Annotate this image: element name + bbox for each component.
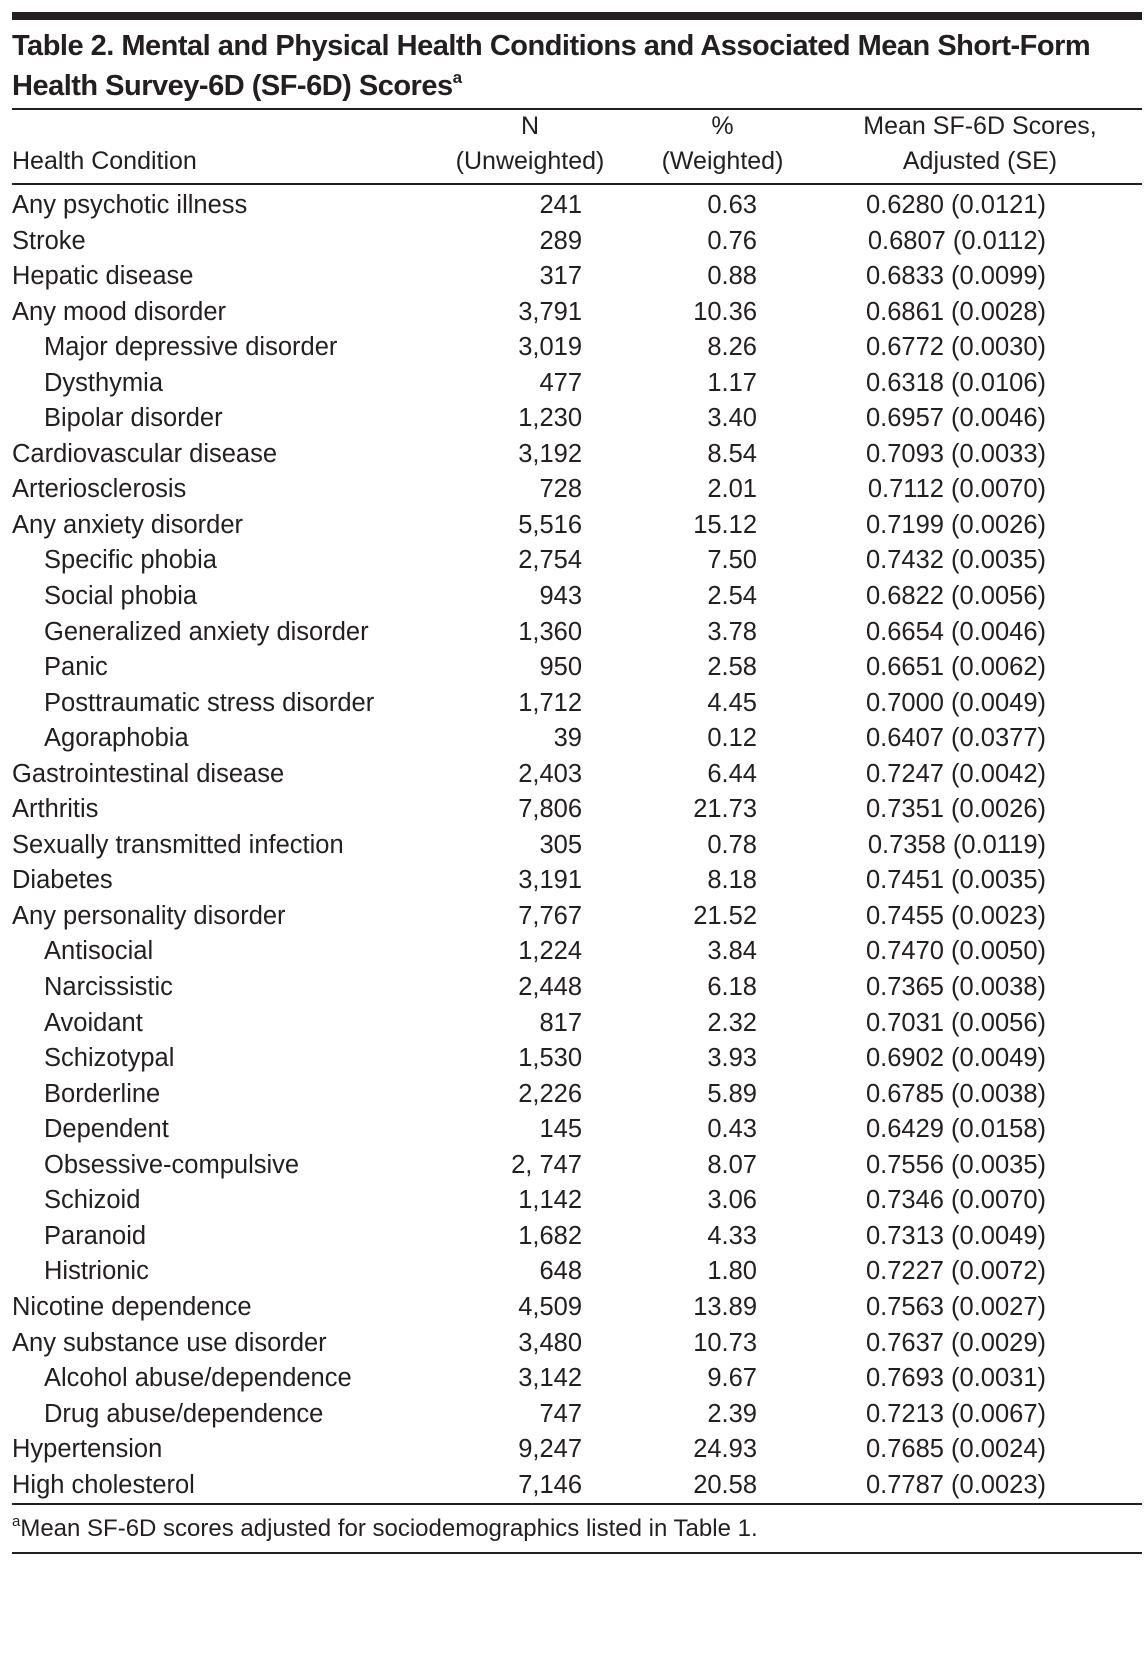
pct-weighted-cell: 20.58 <box>693 1470 757 1499</box>
n-unweighted-cell: 2,403 <box>518 759 582 788</box>
table-row <box>12 366 1142 402</box>
mean-sf6d-cell: 0.6280 (0.0121) <box>865 191 1046 219</box>
pct-weighted-cell: 3.78 <box>707 617 757 646</box>
table-row <box>12 224 1142 260</box>
mean-sf6d-cell: 0.7000 (0.0049) <box>865 688 1046 717</box>
condition-cell: Antisocial <box>44 937 154 966</box>
table-row <box>12 1077 1142 1113</box>
condition-cell: Major depressive disorder <box>44 333 338 362</box>
n-unweighted-cell: 950 <box>539 653 582 682</box>
pct-weighted-cell: 10.36 <box>693 297 757 326</box>
condition-cell: Agoraphobia <box>44 724 189 753</box>
mean-sf6d-cell: 0.7313 (0.0049) <box>865 1221 1046 1250</box>
condition-cell: Nicotine dependence <box>12 1292 252 1321</box>
header-pct-line2: (Weighted) <box>661 147 784 175</box>
footnote-text: Mean SF-6D scores adjusted for sociodemographics listed in Table 1. <box>20 1515 758 1542</box>
n-unweighted-cell: 747 <box>539 1399 582 1428</box>
condition-cell: Borderline <box>44 1079 161 1108</box>
condition-cell: Any psychotic illness <box>12 191 248 219</box>
condition-cell: Paranoid <box>44 1221 147 1250</box>
condition-cell: Any mood disorder <box>12 297 227 326</box>
header-bottom-rule <box>12 183 1142 185</box>
pct-weighted-cell: 3.06 <box>707 1186 757 1215</box>
n-unweighted-cell: 4,509 <box>518 1292 582 1321</box>
pct-weighted-cell: 3.93 <box>707 1044 757 1073</box>
n-unweighted-cell: 728 <box>539 475 582 504</box>
mean-sf6d-cell: 0.7451 (0.0035) <box>865 866 1046 895</box>
pct-weighted-cell: 0.63 <box>707 191 757 219</box>
table-row <box>12 1397 1142 1433</box>
n-unweighted-cell: 7,146 <box>518 1470 582 1499</box>
pct-weighted-cell: 1.80 <box>707 1257 757 1286</box>
pct-weighted-cell: 9.67 <box>707 1364 757 1393</box>
table-row <box>12 188 1142 224</box>
header-n-line2: (Unweighted) <box>455 147 605 175</box>
mean-sf6d-cell: 0.7112 (0.0070) <box>867 475 1046 504</box>
condition-cell: Obsessive-compulsive <box>44 1150 300 1179</box>
condition-cell: Panic <box>44 653 108 682</box>
table-row <box>12 1041 1142 1077</box>
mean-sf6d-cell: 0.7199 (0.0026) <box>865 510 1046 539</box>
condition-cell: Narcissistic <box>44 973 173 1002</box>
table-row <box>12 1148 1142 1184</box>
mean-sf6d-cell: 0.6861 (0.0028) <box>865 297 1046 326</box>
pct-weighted-cell: 2.39 <box>707 1399 757 1428</box>
condition-cell: Any anxiety disorder <box>12 510 244 539</box>
pct-weighted-cell: 3.40 <box>707 404 757 433</box>
table-row <box>12 1468 1142 1504</box>
mean-sf6d-cell: 0.7247 (0.0042) <box>865 759 1046 788</box>
pct-weighted-cell: 2.01 <box>707 475 757 504</box>
mean-sf6d-cell: 0.6651 (0.0062) <box>865 653 1046 682</box>
footnote-marker: a <box>12 1513 21 1530</box>
condition-cell: Social phobia <box>44 582 198 611</box>
n-unweighted-cell: 3,192 <box>518 439 582 468</box>
n-unweighted-cell: 1,224 <box>518 937 582 966</box>
n-unweighted-cell: 1,230 <box>518 404 582 433</box>
table-row <box>12 721 1142 757</box>
table-row <box>12 579 1142 615</box>
table-row <box>12 1006 1142 1042</box>
n-unweighted-cell: 1,682 <box>518 1221 582 1250</box>
mean-sf6d-cell: 0.7227 (0.0072) <box>865 1257 1046 1286</box>
n-unweighted-cell: 3,019 <box>518 333 582 362</box>
pct-weighted-cell: 2.54 <box>707 582 757 611</box>
mean-sf6d-cell: 0.6833 (0.0099) <box>865 262 1046 291</box>
pct-weighted-cell: 8.07 <box>707 1150 757 1179</box>
pct-weighted-cell: 5.89 <box>707 1079 757 1108</box>
table-bottom-rule <box>12 1503 1142 1505</box>
table-body <box>12 188 1142 1503</box>
n-unweighted-cell: 943 <box>539 582 582 611</box>
mean-sf6d-cell: 0.7351 (0.0026) <box>865 795 1046 824</box>
mean-sf6d-cell: 0.7470 (0.0050) <box>865 937 1046 966</box>
table-row <box>12 543 1142 579</box>
pct-weighted-cell: 6.18 <box>707 973 757 1002</box>
mean-sf6d-cell: 0.7685 (0.0024) <box>865 1435 1046 1464</box>
n-unweighted-cell: 7,767 <box>518 901 582 930</box>
mean-sf6d-cell: 0.7637 (0.0029) <box>865 1328 1046 1357</box>
pct-weighted-cell: 1.17 <box>707 368 757 397</box>
condition-cell: Stroke <box>12 226 86 255</box>
table-row <box>12 1361 1142 1397</box>
table-row <box>12 295 1142 331</box>
table-row <box>12 1219 1142 1255</box>
condition-cell: Posttraumatic stress disorder <box>44 688 375 717</box>
n-unweighted-cell: 305 <box>539 830 582 859</box>
mean-sf6d-cell: 0.6957 (0.0046) <box>865 404 1046 433</box>
condition-cell: Hypertension <box>12 1435 163 1464</box>
table-row <box>12 828 1142 864</box>
table-title-text: Table 2. Mental and Physical Health Conditions and Associated Mean Short-Form Health Survey-6D (SF-6D) Scores <box>12 30 1091 102</box>
n-unweighted-cell: 39 <box>553 724 582 753</box>
table-title <box>12 26 1137 106</box>
n-unweighted-cell: 5,516 <box>518 510 582 539</box>
mean-sf6d-cell: 0.7213 (0.0067) <box>865 1399 1046 1428</box>
condition-cell: Hepatic disease <box>12 262 194 291</box>
pct-weighted-cell: 8.26 <box>707 333 757 362</box>
pct-weighted-cell: 4.33 <box>707 1221 757 1250</box>
condition-cell: Drug abuse/dependence <box>44 1399 324 1428</box>
n-unweighted-cell: 2,448 <box>518 973 582 1002</box>
condition-cell: Cardiovascular disease <box>12 439 278 468</box>
pct-weighted-cell: 2.58 <box>707 653 757 682</box>
condition-cell: Dysthymia <box>44 368 164 397</box>
table-row <box>12 899 1142 935</box>
header-pct-line1: % <box>711 112 734 140</box>
mean-sf6d-cell: 0.7031 (0.0056) <box>865 1008 1046 1037</box>
table-row <box>12 401 1142 437</box>
footnote-bottom-rule <box>12 1552 1142 1554</box>
condition-cell: Specific phobia <box>44 546 217 575</box>
mean-sf6d-cell: 0.7432 (0.0035) <box>865 546 1046 575</box>
condition-cell: Avoidant <box>44 1008 143 1037</box>
condition-cell: Any substance use disorder <box>12 1328 327 1357</box>
n-unweighted-cell: 3,142 <box>518 1364 582 1393</box>
condition-cell: Alcohol abuse/dependence <box>44 1364 352 1393</box>
mean-sf6d-cell: 0.6654 (0.0046) <box>865 617 1046 646</box>
mean-sf6d-cell: 0.6822 (0.0056) <box>865 582 1046 611</box>
mean-sf6d-cell: 0.6772 (0.0030) <box>865 333 1046 362</box>
pct-weighted-cell: 15.12 <box>693 510 757 539</box>
pct-weighted-cell: 0.78 <box>707 830 757 859</box>
condition-cell: Any personality disorder <box>12 901 286 930</box>
condition-cell: Sexually transmitted infection <box>12 830 344 859</box>
table-row <box>12 472 1142 508</box>
table-row <box>12 650 1142 686</box>
table-row <box>12 508 1142 544</box>
mean-sf6d-cell: 0.7563 (0.0027) <box>865 1292 1046 1321</box>
table-row <box>12 1326 1142 1362</box>
pct-weighted-cell: 4.45 <box>707 688 757 717</box>
pct-weighted-cell: 2.32 <box>707 1008 757 1037</box>
condition-cell: Dependent <box>44 1115 169 1144</box>
table-row <box>12 686 1142 722</box>
condition-cell: Diabetes <box>12 866 113 895</box>
pct-weighted-cell: 7.50 <box>707 546 757 575</box>
pct-weighted-cell: 13.89 <box>693 1292 757 1321</box>
condition-cell: Arthritis <box>12 795 99 824</box>
condition-cell: Schizotypal <box>44 1044 175 1073</box>
mean-sf6d-cell: 0.6318 (0.0106) <box>865 368 1046 397</box>
pct-weighted-cell: 24.93 <box>693 1435 757 1464</box>
table-row <box>12 1254 1142 1290</box>
n-unweighted-cell: 9,247 <box>518 1435 582 1464</box>
table-row <box>12 757 1142 793</box>
footnote <box>12 1512 758 1546</box>
table-row <box>12 792 1142 828</box>
n-unweighted-cell: 241 <box>539 191 582 219</box>
table-row <box>12 970 1142 1006</box>
n-unweighted-cell: 145 <box>539 1115 582 1144</box>
mean-sf6d-cell: 0.6785 (0.0038) <box>865 1079 1046 1108</box>
mean-sf6d-cell: 0.7358 (0.0119) <box>867 830 1046 859</box>
table-row <box>12 1290 1142 1326</box>
table-row <box>12 615 1142 651</box>
n-unweighted-cell: 648 <box>539 1257 582 1286</box>
header-n-line1: N <box>520 112 540 140</box>
n-unweighted-cell: 1,530 <box>518 1044 582 1073</box>
n-unweighted-cell: 1,712 <box>518 688 582 717</box>
table-row <box>12 259 1142 295</box>
mean-sf6d-cell: 0.6807 (0.0112) <box>867 226 1046 255</box>
header-mean-line2: Adjusted (SE) <box>902 147 1058 175</box>
mean-sf6d-cell: 0.7346 (0.0070) <box>865 1186 1046 1215</box>
table-row <box>12 863 1142 899</box>
n-unweighted-cell: 2,226 <box>518 1079 582 1108</box>
pct-weighted-cell: 10.73 <box>693 1328 757 1357</box>
condition-cell: Generalized anxiety disorder <box>44 617 369 646</box>
condition-cell: Gastrointestinal disease <box>12 759 285 788</box>
pct-weighted-cell: 0.76 <box>707 226 757 255</box>
condition-cell: High cholesterol <box>12 1470 195 1499</box>
mean-sf6d-cell: 0.7787 (0.0023) <box>865 1470 1046 1499</box>
header-mean-line1: Mean SF-6D Scores, <box>863 112 1097 140</box>
mean-sf6d-cell: 0.6429 (0.0158) <box>865 1115 1046 1144</box>
n-unweighted-cell: 1,142 <box>518 1186 582 1215</box>
pct-weighted-cell: 0.43 <box>707 1115 757 1144</box>
mean-sf6d-cell: 0.7455 (0.0023) <box>865 901 1046 930</box>
n-unweighted-cell: 3,191 <box>518 866 582 895</box>
table-row <box>12 437 1142 473</box>
pct-weighted-cell: 8.18 <box>707 866 757 895</box>
condition-cell: Schizoid <box>44 1186 141 1215</box>
condition-cell: Histrionic <box>44 1257 149 1286</box>
pct-weighted-cell: 0.88 <box>707 262 757 291</box>
pct-weighted-cell: 8.54 <box>707 439 757 468</box>
mean-sf6d-cell: 0.6407 (0.0377) <box>865 724 1046 753</box>
pct-weighted-cell: 6.44 <box>707 759 757 788</box>
mean-sf6d-cell: 0.7093 (0.0033) <box>865 439 1046 468</box>
pct-weighted-cell: 21.73 <box>693 795 757 824</box>
title-footnote-marker: a <box>452 68 462 87</box>
n-unweighted-cell: 3,480 <box>518 1328 582 1357</box>
n-unweighted-cell: 289 <box>539 226 582 255</box>
n-unweighted-cell: 817 <box>539 1008 582 1037</box>
n-unweighted-cell: 317 <box>539 262 582 291</box>
mean-sf6d-cell: 0.7556 (0.0035) <box>865 1150 1046 1179</box>
n-unweighted-cell: 1,360 <box>518 617 582 646</box>
condition-cell: Bipolar disorder <box>44 404 223 433</box>
mean-sf6d-cell: 0.6902 (0.0049) <box>865 1044 1046 1073</box>
n-unweighted-cell: 7,806 <box>518 795 582 824</box>
mean-sf6d-cell: 0.7365 (0.0038) <box>865 973 1046 1002</box>
condition-cell: Arteriosclerosis <box>12 475 187 504</box>
table-row <box>12 1432 1142 1468</box>
n-unweighted-cell: 477 <box>539 368 582 397</box>
n-unweighted-cell: 2,754 <box>518 546 582 575</box>
header-health-condition: Health Condition <box>12 147 197 175</box>
pct-weighted-cell: 3.84 <box>707 937 757 966</box>
table-row <box>12 1183 1142 1219</box>
pct-weighted-cell: 0.12 <box>707 724 757 753</box>
pct-weighted-cell: 21.52 <box>693 901 757 930</box>
table-row <box>12 330 1142 366</box>
table-row <box>12 934 1142 970</box>
mean-sf6d-cell: 0.7693 (0.0031) <box>865 1364 1046 1393</box>
n-unweighted-cell: 2, 747 <box>511 1150 582 1179</box>
top-rule <box>12 12 1142 20</box>
n-unweighted-cell: 3,791 <box>518 297 582 326</box>
table-row <box>12 1112 1142 1148</box>
